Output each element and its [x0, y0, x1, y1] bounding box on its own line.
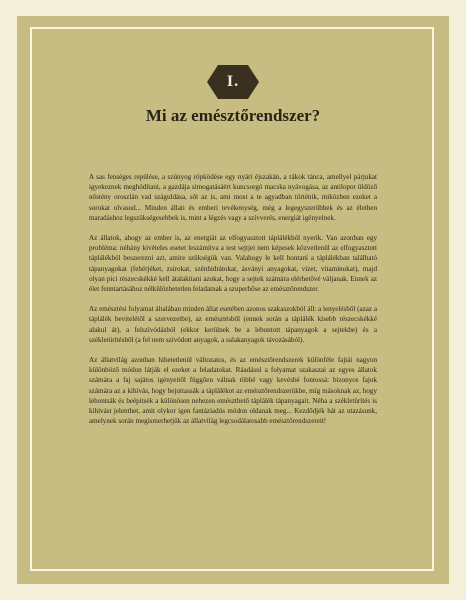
paragraph: Az emésztési folyamat általában minden állat esetében azonos szakaszokból áll: a lenyelésből (azaz a táplálék bevitelétől a szervezetbe), az emésztésből (ennek során a táplálék kisebb részecskékké alakul át), a felszívódásból (ekkor kerülnek be a lebontott tápanyagok a sejtekbe) és a székletürítésből (a fel nem szívódott anyagok, a salakanyagok távozásából). — [89, 305, 377, 344]
paragraph: Az állatok, ahogy az ember is, az energiát az elfogyasztott táplálékból nyerik. Van azonban egy probléma: néhány kivételes esetet leszámítva a test sejtjei nem képesek közvetlenül az elfogyasztott táplálékból beszerezni azt, amire szükségük van. Valahogy le kell bontani a táplálékban található tápanyagokat (fehérjéket, zsírokat, szénhidrátokat, ásványi anyagokat, vizet, vitaminokat), majd olyan pici részecskékké kell átalakítani azokat, hogy a sejtek számára elérhetővé váljanak. Ennek az élet fenntartásához nélkülözhetetlen feladatnak a szuperhőse az emésztőrendszer. — [89, 234, 377, 294]
chapter-body — [89, 172, 377, 436]
chapter-number: I. — [226, 73, 240, 90]
chapter-badge — [206, 64, 260, 100]
paragraph: Az állatvilág azonban hihetetlenül változatos, és az emésztőrendszerek különféle fajtái nagyon különböző módon látják el ezeket a feladatokat. Ráadásul a folyamat szakaszai az egyes állatok számára a faj sajátos igényeitől függően válnak többé vagy kevésbé fontossá: bizonyos fajok számára az a kihívás, hogy bejuttassák a táplálékot az emésztőrendszerükbe, míg másoknak az, hogy lebontsák és beépítsék a különösen nehezen emészthető táplálék tápanyagait. Néha a székletürítés is kihívást jelenthet, amit olykor igen fantáziadús módon oldanak meg... Kezdődjék hát az utazásunk, amelynek során megismerhetjük az állatvilág legcsodálatosabb emésztőrendszereit! — [89, 356, 377, 426]
paragraph: A sas fenséges repülése, a szúnyog röpködése egy nyári éjszakán, a rákok tánca, amellyel párjukat igyekeznek meghódítani, a gazdája simogatásáért kuncsorgó macska nyávogása, az antilopot üldöző nőstény oroszlán vad száguldása, sőt az is, ami most a te agyadban történik, miközben ezeket a sorokat olvasod... Minden állati és emberi tevékenység, még a legegyszerűbbek és az életben maradáshoz legszükségesebbek is, mint a légzés vagy a szívverés, energiát igényelnek. — [89, 173, 377, 222]
chapter-title: Mi az emésztőrendszer? — [145, 106, 321, 125]
